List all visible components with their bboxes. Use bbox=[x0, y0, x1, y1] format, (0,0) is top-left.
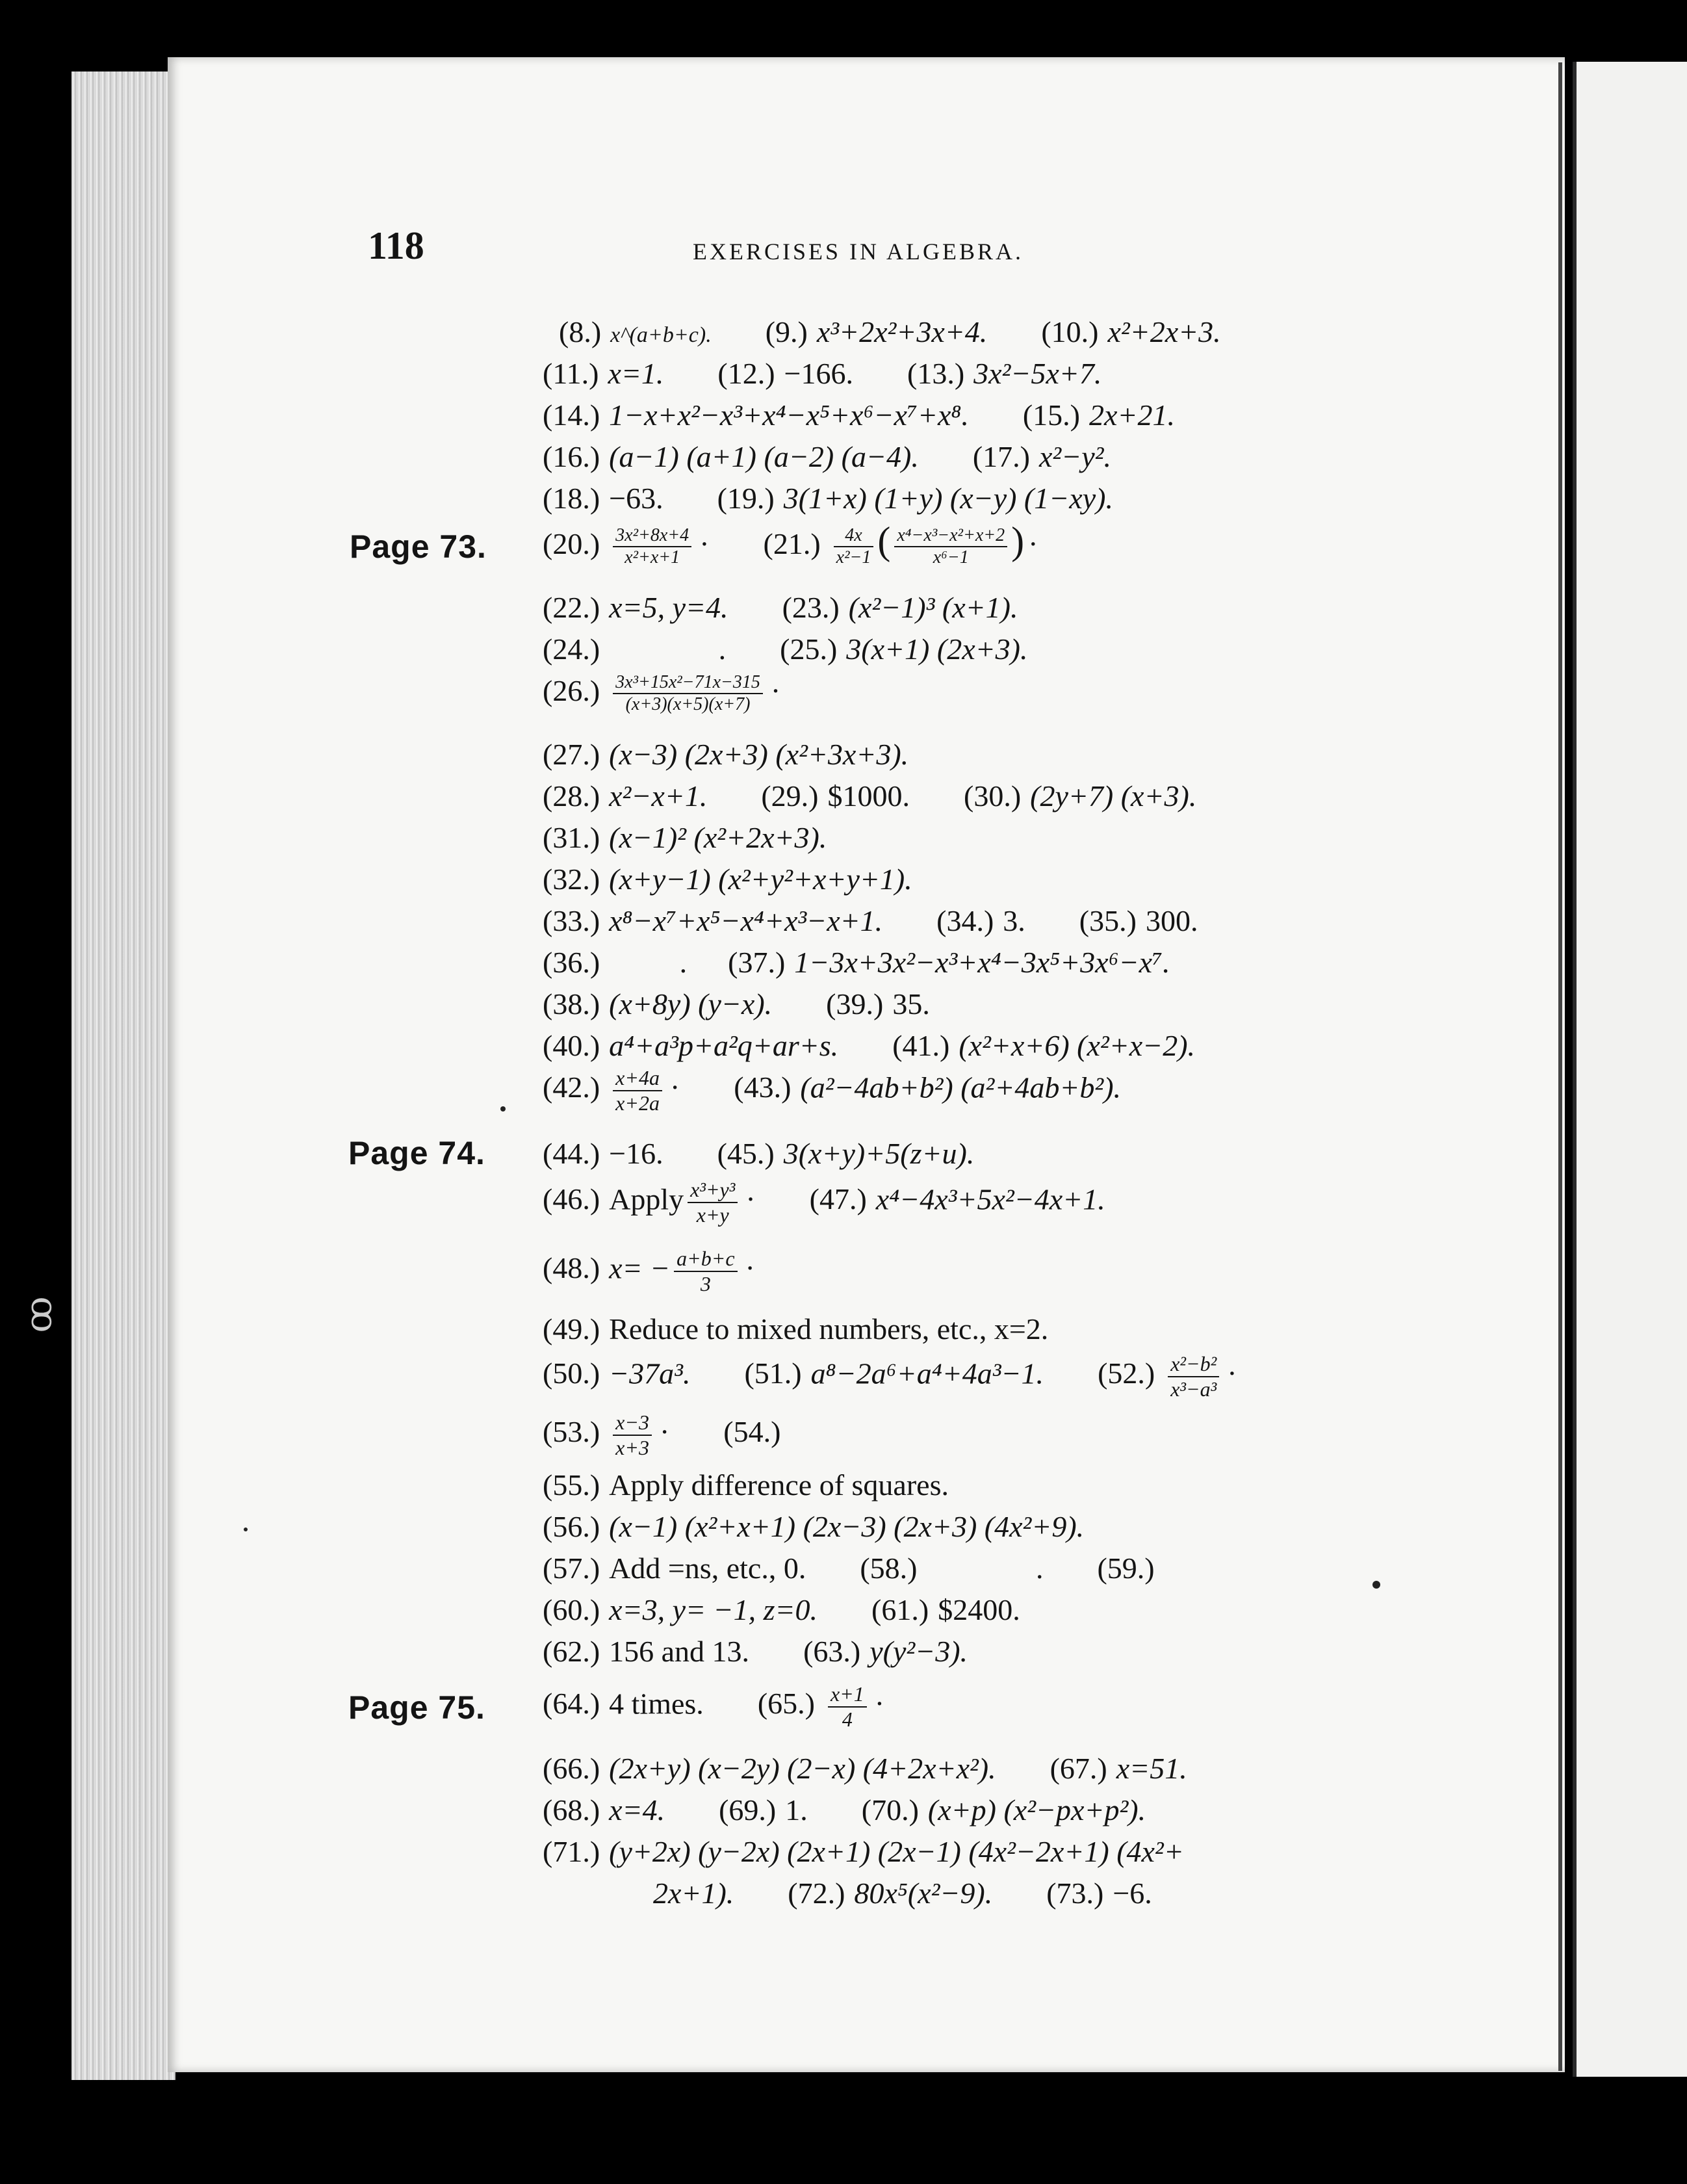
scan-speck bbox=[244, 1528, 248, 1531]
item-number: (39.) bbox=[826, 987, 884, 1020]
page-number: 118 bbox=[368, 224, 424, 267]
answer-value: (x+8y) (y−x). bbox=[609, 987, 773, 1020]
item-number: (33.) bbox=[543, 904, 600, 937]
item-number: (69.) bbox=[719, 1793, 777, 1826]
item-number: (58.) bbox=[860, 1552, 918, 1585]
answer-line bbox=[543, 864, 912, 894]
answer-value: a⁴+a³p+a²q+ar+s. bbox=[609, 1029, 839, 1062]
item-number: (15.) bbox=[1022, 398, 1080, 432]
item-number: (57.) bbox=[543, 1552, 600, 1585]
answer-value: (x+y−1) (x²+y²+x+y+1). bbox=[609, 863, 912, 896]
answer-line bbox=[543, 1554, 1164, 1583]
item-number: (52.) bbox=[1098, 1357, 1155, 1390]
answer-line bbox=[543, 1637, 968, 1667]
answer-line bbox=[543, 484, 1113, 514]
answer-value: . bbox=[679, 946, 688, 979]
item-number: (50.) bbox=[543, 1357, 600, 1390]
answer-value: 2x+21. bbox=[1089, 398, 1175, 432]
item-number: (38.) bbox=[543, 987, 600, 1020]
answer-line bbox=[543, 781, 1196, 811]
item-number: (67.) bbox=[1050, 1752, 1107, 1785]
item-number: (37.) bbox=[728, 946, 786, 979]
answer-line bbox=[543, 1512, 1084, 1542]
item-number: (61.) bbox=[871, 1593, 929, 1626]
item-number: (35.) bbox=[1079, 904, 1137, 937]
item-number: (59.) bbox=[1097, 1552, 1155, 1585]
answer-value: −16. bbox=[609, 1137, 663, 1170]
answer-line bbox=[543, 1031, 1195, 1061]
page-header bbox=[368, 224, 1206, 269]
item-number: (72.) bbox=[788, 1877, 845, 1910]
item-number: (36.) bbox=[543, 946, 600, 979]
item-number: (17.) bbox=[972, 440, 1030, 473]
answer-line bbox=[543, 1470, 949, 1500]
fraction: $\frac{\text{x³+y³}}{x+y}$ bbox=[688, 1178, 738, 1227]
item-number: (25.) bbox=[780, 632, 838, 666]
answer-value: (x−3) (2x+3) (x²+3x+3). bbox=[609, 738, 909, 771]
item-number: (8.) bbox=[559, 315, 602, 348]
answer-value: y(y²−3). bbox=[869, 1635, 968, 1668]
answer-value: 3(x+1) (2x+3). bbox=[846, 632, 1028, 666]
answer-value: 1. bbox=[785, 1793, 808, 1826]
answer-value: x²−x+1. bbox=[609, 779, 708, 812]
answer-value: x²−y². bbox=[1039, 440, 1111, 473]
answer-line: (48.) x= − $\frac{a+b+c}{3}$ · bbox=[543, 1247, 755, 1295]
item-number: (60.) bbox=[543, 1593, 600, 1626]
answer-value: −166. bbox=[784, 357, 853, 390]
answer-value: Apply difference of squares. bbox=[609, 1468, 949, 1502]
fraction: $\frac{x-3}{x+3}$ bbox=[613, 1410, 652, 1460]
item-number: (45.) bbox=[717, 1137, 775, 1170]
answer-value: (x+p) (x²−px+p²). bbox=[927, 1793, 1146, 1826]
item-number: (22.) bbox=[543, 591, 600, 624]
answer-line bbox=[543, 1795, 1146, 1825]
item-number: (12.) bbox=[717, 357, 775, 390]
fraction: $\frac{\text{3x³+15x²−71x−315}}{(x+3)(x+5)(x+7)}$ bbox=[613, 672, 763, 715]
item-number: (29.) bbox=[761, 779, 819, 812]
answer-line: (64.) 4 times. (65.) $\frac{x+1}{4}$ · bbox=[543, 1682, 885, 1731]
answer-value: (2y+7) (x+3). bbox=[1030, 779, 1197, 812]
answer-line bbox=[559, 317, 1221, 347]
item-number: (24.) bbox=[543, 632, 600, 666]
answer-line bbox=[543, 442, 1111, 472]
answer-value: x^(a+b+c). bbox=[610, 323, 712, 347]
item-number: (9.) bbox=[765, 315, 808, 348]
answer-value: x²+2x+3. bbox=[1107, 315, 1221, 348]
running-head: EXERCISES IN ALGEBRA. bbox=[693, 239, 1024, 265]
answer-line bbox=[543, 823, 827, 853]
answer-value: 3. bbox=[1003, 904, 1025, 937]
answer-value: 1−3x+3x²−x³+x⁴−3x⁵+3x⁶−x⁷. bbox=[794, 946, 1170, 979]
item-number: (21.) bbox=[763, 527, 821, 560]
answer-line bbox=[543, 906, 1198, 936]
answer-value: (x²+x+6) (x²+x−2). bbox=[959, 1029, 1196, 1062]
item-number: (43.) bbox=[734, 1071, 792, 1104]
item-number: (63.) bbox=[803, 1635, 861, 1668]
fraction: $\frac{\text{x⁴−x³−x²+x+2}}{\text{x⁶−1}}$ bbox=[894, 525, 1007, 568]
answer-line bbox=[543, 1754, 1187, 1784]
answer-value: x⁴−4x³+5x²−4x+1. bbox=[875, 1182, 1105, 1216]
item-number: (34.) bbox=[936, 904, 994, 937]
item-number: (30.) bbox=[964, 779, 1022, 812]
answer-value: x³+2x²+3x+4. bbox=[816, 315, 988, 348]
answer-value: 80x⁵(x²−9). bbox=[854, 1877, 993, 1910]
fraction: $\frac{\text{x²−b²}}{\text{x³−a³}}$ bbox=[1168, 1352, 1219, 1401]
answer-value: Add =ns, etc., 0. bbox=[609, 1552, 806, 1585]
answer-value: 4 times. bbox=[609, 1687, 704, 1721]
answer-value: (a²−4ab+b²) (a²+4ab+b²). bbox=[800, 1071, 1122, 1104]
answer-value: 35. bbox=[892, 987, 930, 1020]
item-number: (31.) bbox=[543, 821, 600, 854]
item-number: (14.) bbox=[543, 398, 600, 432]
item-number: (46.) bbox=[543, 1182, 600, 1216]
item-number: (16.) bbox=[543, 440, 600, 473]
answer-line bbox=[543, 400, 1175, 430]
answer-value: 3(x+y)+5(z+u). bbox=[783, 1137, 975, 1170]
answer-value: (a−1) (a+1) (a−2) (a−4). bbox=[609, 440, 919, 473]
item-number: (28.) bbox=[543, 779, 600, 812]
answer-text: Apply bbox=[609, 1182, 684, 1216]
answer-value: a⁸−2a⁶+a⁴+4a³−1. bbox=[810, 1357, 1044, 1390]
item-number: (10.) bbox=[1041, 315, 1099, 348]
item-number: (71.) bbox=[543, 1835, 600, 1868]
facing-page-edge bbox=[1573, 62, 1687, 2077]
fraction: $\frac{\text{3x²+8x+4}}{\text{x²+x+1}}$ bbox=[613, 525, 691, 568]
fraction: $\frac{x+1}{4}$ bbox=[828, 1682, 867, 1732]
answer-line: (53.) $\frac{x-3}{x+3}$ · (54.) bbox=[543, 1410, 781, 1459]
item-number: (26.) bbox=[543, 673, 600, 707]
answer-line bbox=[543, 740, 908, 770]
item-number: (55.) bbox=[543, 1468, 600, 1502]
answer-line bbox=[543, 948, 1170, 978]
page-label-74: Page 74. bbox=[348, 1135, 485, 1171]
item-number: (65.) bbox=[757, 1687, 815, 1721]
answer-value: Reduce to mixed numbers, etc., x=2. bbox=[609, 1312, 1049, 1346]
margin-mark: ꝏ bbox=[23, 1296, 66, 1333]
answer-line bbox=[653, 1878, 1152, 1908]
item-number: (13.) bbox=[907, 357, 965, 390]
answer-value: x=4. bbox=[609, 1793, 665, 1826]
gutter-line bbox=[1558, 62, 1562, 2071]
item-number: (49.) bbox=[543, 1312, 600, 1346]
page-label-75: Page 75. bbox=[348, 1689, 485, 1726]
answer-line: (20.) $\frac{\text{3x²+8x+4}}{\text{x²+x+1}}$ · (21.) $\frac{4x}{\text{x²−1}}$ ( $\frac{\text{x⁴−x³−x²+x+2}}{\text{x⁶−1}}$ ) · bbox=[543, 519, 1038, 568]
answer-value: (2x+y) (x−2y) (2−x) (4+2x+x²). bbox=[609, 1752, 996, 1785]
answer-line bbox=[543, 1595, 1020, 1625]
answer-value: x=3, y= −1, z=0. bbox=[609, 1593, 818, 1626]
answer-line bbox=[543, 634, 1027, 664]
answer-value: −37a³. bbox=[609, 1357, 691, 1390]
answer-value: 1−x+x²−x³+x⁴−x⁵+x⁶−x⁷+x⁸. bbox=[609, 398, 969, 432]
answer-value: (y+2x) (y−2x) (2x+1) (2x−1) (4x²−2x+1) (4x²+ bbox=[609, 1835, 1184, 1868]
answer-value: (x−1) (x²+x+1) (2x−3) (2x+3) (4x²+9). bbox=[609, 1510, 1085, 1543]
item-number: (19.) bbox=[717, 482, 775, 515]
answer-value: (x−1)² (x²+2x+3). bbox=[609, 821, 827, 854]
item-number: (66.) bbox=[543, 1752, 600, 1785]
answer-value: . bbox=[718, 632, 727, 666]
fraction: $\frac{x+4a}{x+2a}$ bbox=[613, 1066, 662, 1115]
answer-line bbox=[543, 1837, 1184, 1867]
answer-value: 300. bbox=[1145, 904, 1198, 937]
answer-value: x⁸−x⁷+x⁵−x⁴+x³−x+1. bbox=[609, 904, 883, 937]
answer-line bbox=[543, 1314, 1048, 1344]
item-number: (11.) bbox=[543, 357, 599, 390]
answer-value: . bbox=[1035, 1552, 1044, 1585]
answer-value: −6. bbox=[1113, 1877, 1152, 1910]
item-number: (68.) bbox=[543, 1793, 600, 1826]
item-number: (41.) bbox=[892, 1029, 950, 1062]
item-number: (40.) bbox=[543, 1029, 600, 1062]
answer-line: (42.) $\frac{x+4a}{x+2a}$ · (43.) (a²−4ab+b²) (a²+4ab+b²). bbox=[543, 1066, 1122, 1115]
answer-list bbox=[348, 306, 1423, 1930]
answer-value: x=5, y=4. bbox=[609, 591, 728, 624]
answer-line bbox=[543, 359, 1101, 389]
answer-value: x=51. bbox=[1116, 1752, 1187, 1785]
answer-line bbox=[543, 593, 1018, 623]
item-number: (53.) bbox=[543, 1415, 600, 1449]
answer-value: 3x²−5x+7. bbox=[973, 357, 1102, 390]
answer-value: −63. bbox=[609, 482, 663, 515]
answer-line: (50.) −37a³. (51.) a⁸−2a⁶+a⁴+4a³−1. (52.) $\frac{\text{x²−b²}}{\text{x³−a³}}$ · bbox=[543, 1352, 1237, 1401]
item-number: (48.) bbox=[543, 1251, 600, 1285]
item-number: (62.) bbox=[543, 1635, 600, 1668]
scan-speck bbox=[500, 1106, 506, 1112]
answer-value: 2x+1). bbox=[653, 1877, 734, 1910]
fraction: $\frac{4x}{\text{x²−1}}$ bbox=[834, 525, 874, 568]
answer-line bbox=[543, 989, 930, 1019]
answer-line bbox=[543, 1139, 974, 1169]
item-number: (18.) bbox=[543, 482, 600, 515]
item-number: (44.) bbox=[543, 1137, 600, 1170]
answer-value: (x²−1)³ (x+1). bbox=[848, 591, 1018, 624]
item-number: (27.) bbox=[543, 738, 600, 771]
answer-value: 156 and 13. bbox=[609, 1635, 750, 1668]
item-number: (64.) bbox=[543, 1687, 600, 1721]
item-number: (47.) bbox=[809, 1182, 867, 1216]
answer-value: 3(1+x) (1+y) (x−y) (1−xy). bbox=[783, 482, 1113, 515]
scan-speck bbox=[1372, 1581, 1380, 1589]
item-number: (23.) bbox=[782, 591, 840, 624]
item-number: (54.) bbox=[723, 1415, 781, 1449]
answer-text: x= − bbox=[609, 1251, 671, 1285]
item-number: (51.) bbox=[744, 1357, 802, 1390]
item-number: (56.) bbox=[543, 1510, 600, 1543]
answer-value: x=1. bbox=[608, 357, 664, 390]
item-number: (42.) bbox=[543, 1071, 600, 1104]
answer-line: (26.) $\frac{\text{3x³+15x²−71x−315}}{(x+3)(x+5)(x+7)}$ · bbox=[543, 672, 781, 715]
item-number: (20.) bbox=[543, 527, 600, 560]
page-label-73: Page 73. bbox=[350, 528, 487, 565]
answer-value: $2400. bbox=[938, 1593, 1020, 1626]
item-number: (70.) bbox=[861, 1793, 919, 1826]
item-number: (73.) bbox=[1046, 1877, 1104, 1910]
page-edge-stack bbox=[71, 72, 175, 2080]
item-number: (32.) bbox=[543, 863, 600, 896]
answer-value: $1000. bbox=[827, 779, 910, 812]
fraction: $\frac{a+b+c}{3}$ bbox=[674, 1247, 737, 1296]
answer-line: (46.) Apply $\frac{\text{x³+y³}}{x+y}$ · (47.) x⁴−4x³+5x²−4x+1. bbox=[543, 1178, 1105, 1227]
